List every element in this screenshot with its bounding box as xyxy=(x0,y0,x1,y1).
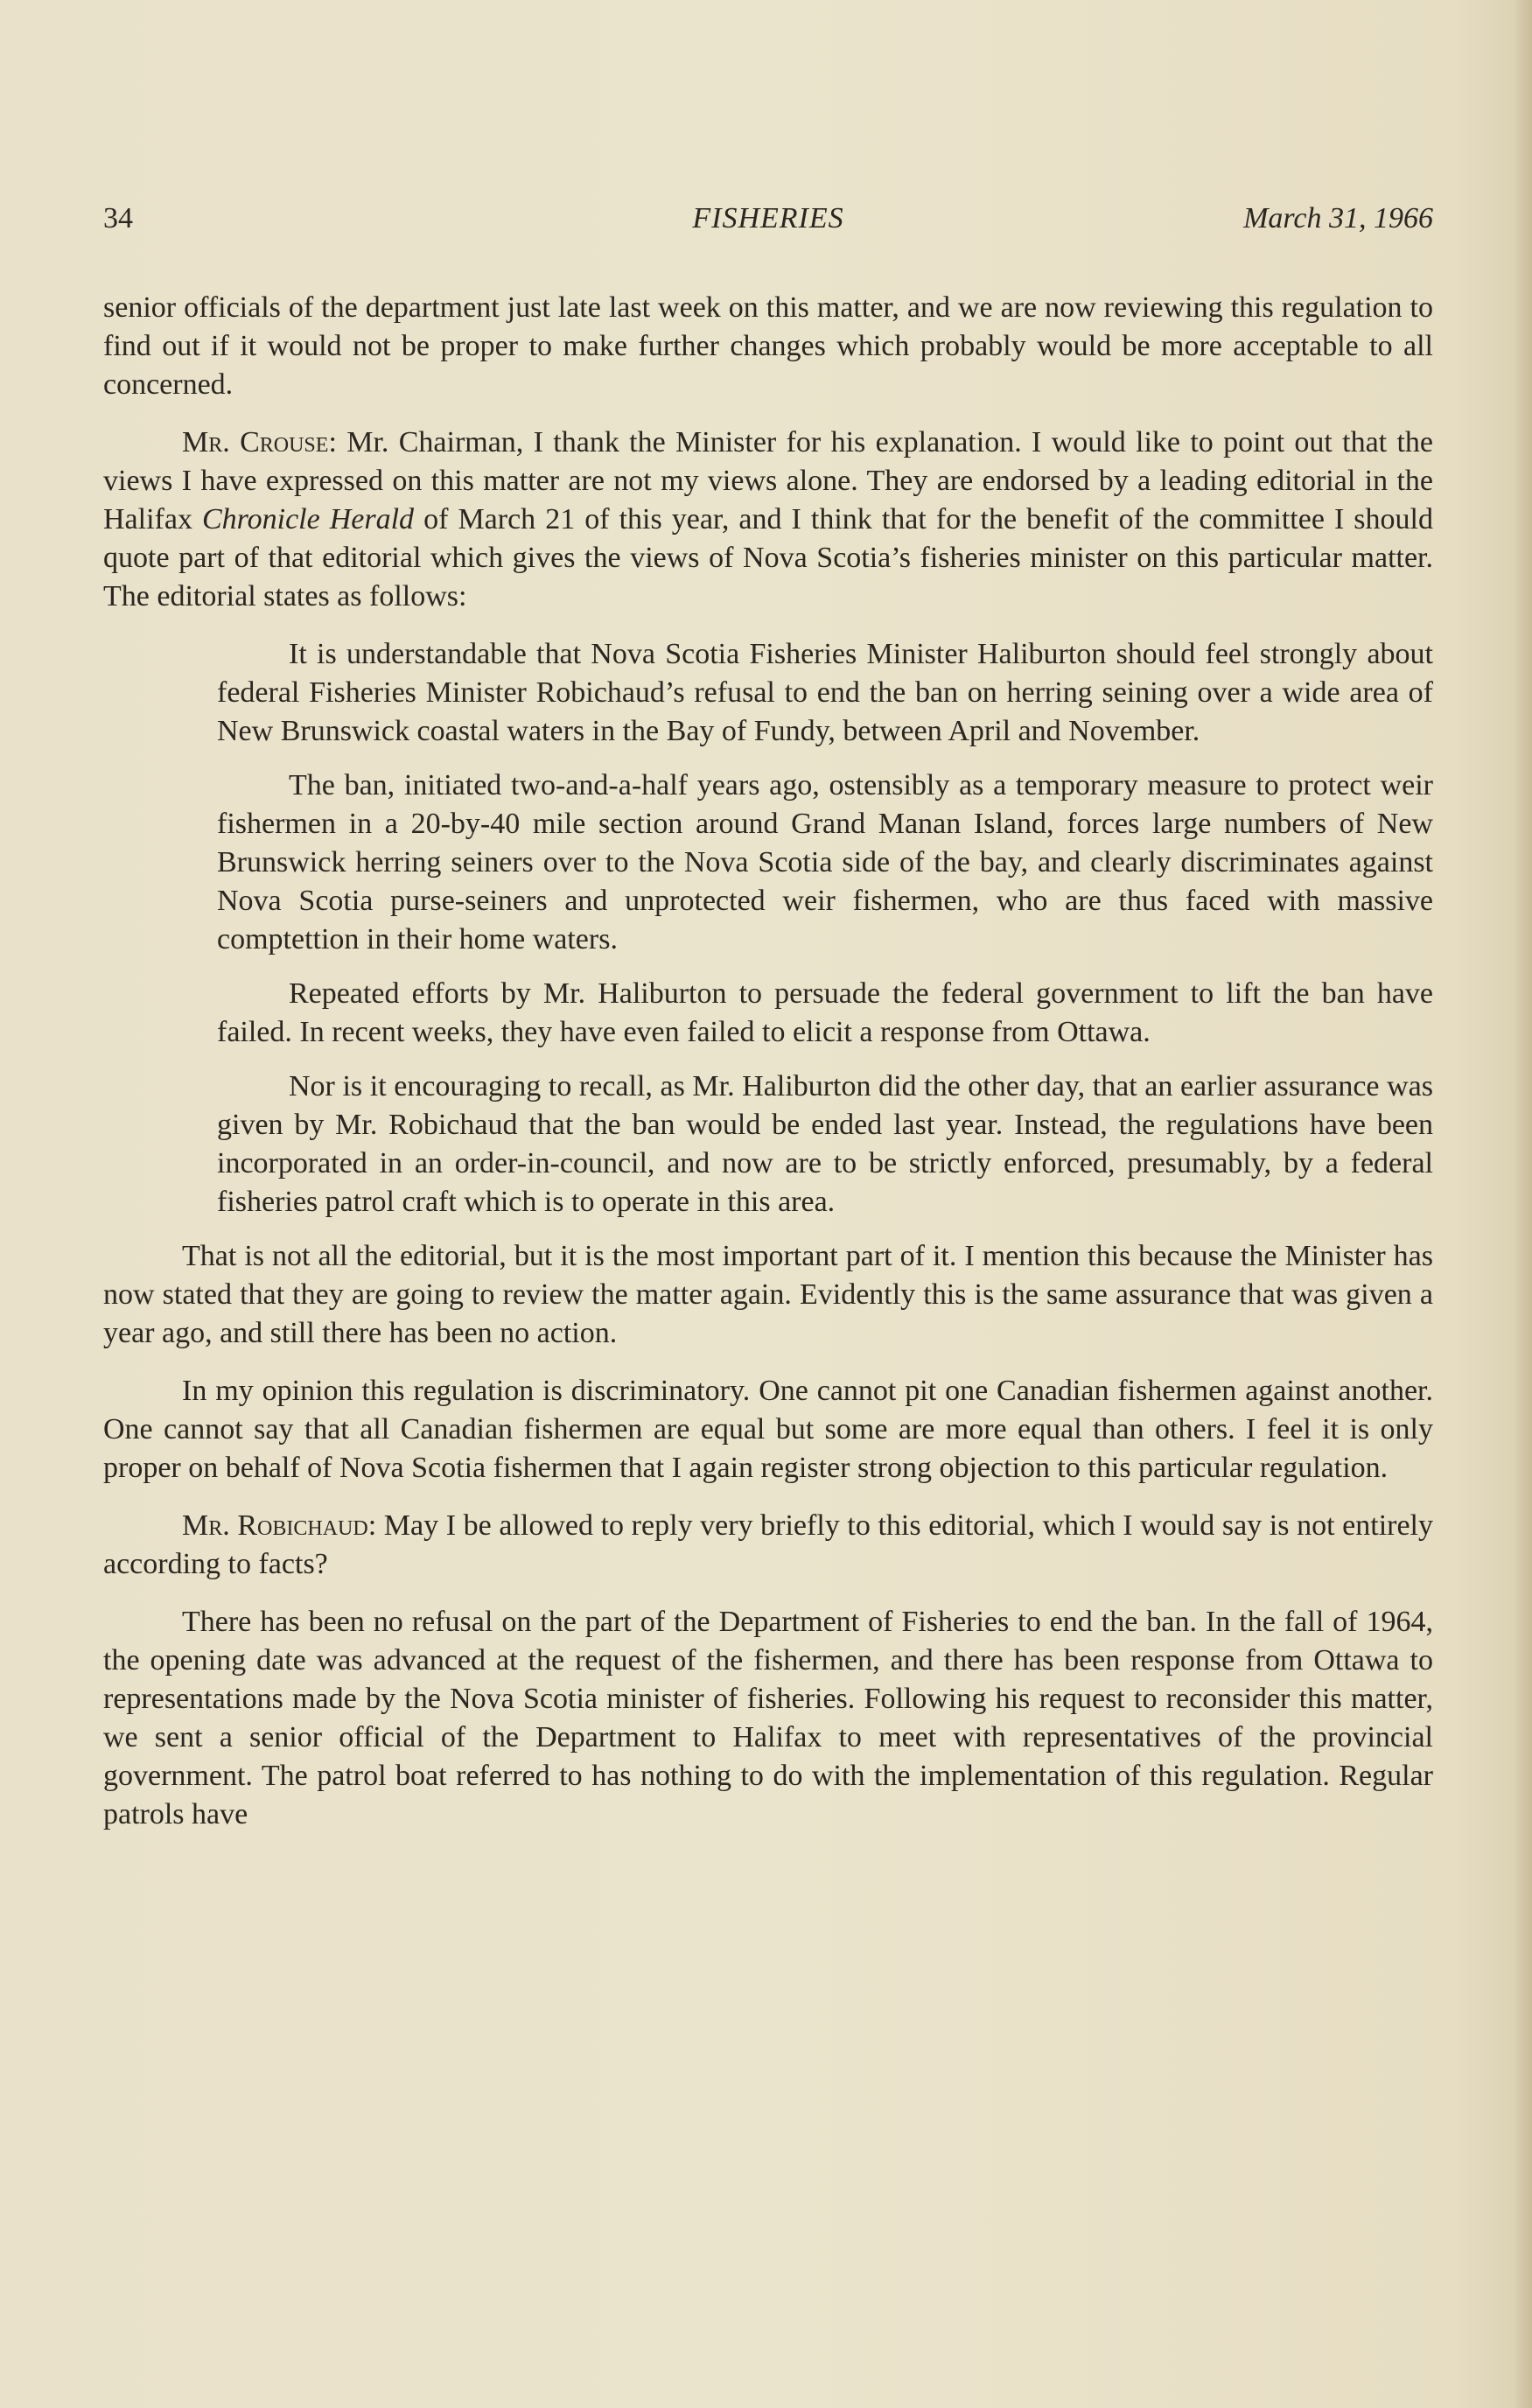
page-edge-shadow xyxy=(1513,0,1532,2408)
editorial-quote xyxy=(217,635,1433,1222)
paragraph-crouse xyxy=(103,424,1433,616)
newspaper-title: Chronicle Herald xyxy=(201,503,415,536)
page-number: 34 xyxy=(103,202,133,234)
paragraph: In my opinion this regulation is discriminatory. One cannot pit one Canadian fishermen against another. One cannot say that all Canadian fishermen are equal but some are more equal than others. I feel it is only proper on behalf of Nova Scotia fishermen that I again register strong objection to this particular regulation. xyxy=(103,1375,1433,1484)
page-header xyxy=(103,200,1433,243)
paragraph: There has been no refusal on the part of the Department of Fisheries to end the ban. In the fall of 1964, the opening date was advanced at the request of the fishermen, and there has been response from Ottawa to representations made by the Nova Scotia minister of fisheries. Following his request to reconsider this matter, we sent a senior official of the Department to Halifax to meet with representatives of the provincial government. The patrol boat referred to has nothing to do with the implementation of this regulation. Regular patrols have xyxy=(103,1606,1433,1830)
paragraph-text: of March 21 of this year, and I think that for the benefit of the committee I should quote part of that editorial which gives the views of Nova Scotia’s fisheries minister on this particular matter. The editorial states as follows: xyxy=(103,503,1433,612)
paragraph-text: : May I be allowed to reply very briefly to this editorial, which I would say is not entirely according to facts? xyxy=(103,1509,1433,1580)
page-content xyxy=(103,200,1433,1853)
speaker-name: Mr. Robichaud xyxy=(182,1509,368,1542)
paragraph-robichaud xyxy=(103,1507,1433,1584)
quote-paragraph: It is understandable that Nova Scotia Fisheries Minister Haliburton should feel strongly about federal Fisheries Minister Robichaud’s refusal to end the ban on herring seining over a wide area of New Brunswick coastal waters in the Bay of Fundy, between April and November. xyxy=(217,638,1433,747)
quote-paragraph: Nor is it encouraging to recall, as Mr. Haliburton did the other day, that an earlier assurance was given by Mr. Robichaud that the ban would be ended last year. Instead, the regulations have been incorporated in an order-in-council, and now are to be strictly enforced, presumably, by a federal fisheries patrol craft which is to operate in this area. xyxy=(217,1070,1433,1218)
paragraph: That is not all the editorial, but it is the most important part of it. I mention this because the Minister has now stated that they are going to review the matter again. Evidently this is the same assurance that was given a year ago, and still there has been no action. xyxy=(103,1240,1433,1349)
speaker-name: Mr. Crouse xyxy=(182,426,329,458)
paragraph-continuation: senior officials of the department just late last week on this matter, and we are now reviewing this regulation to find out if it would not be proper to make further changes which probably would be more acceptable to all concerned. xyxy=(103,291,1433,401)
quote-paragraph: Repeated efforts by Mr. Haliburton to persuade the federal government to lift the ban have failed. In recent weeks, they have even failed to elicit a response from Ottawa. xyxy=(217,977,1433,1048)
running-title: FISHERIES xyxy=(692,202,844,234)
header-date: March 31, 1966 xyxy=(1243,202,1433,234)
quote-paragraph: The ban, initiated two-and-a-half years ago, ostensibly as a temporary measure to protect weir fishermen in a 20-by-40 mile section around Grand Manan Island, forces large numbers of New Brunswick herring seiners over to the Nova Scotia side of the bay, and clearly discriminates against Nova Scotia purse-seiners and unprotected weir fishermen, who are thus faced with massive comptettion in their home waters. xyxy=(217,769,1433,956)
paragraph-text: : Mr. Chairman, I thank the Minister for his explanation. I would like to point out that the views I have expressed on this matter are not my views alone. They are endorsed by a leading editorial in the Halifax xyxy=(103,426,1433,536)
